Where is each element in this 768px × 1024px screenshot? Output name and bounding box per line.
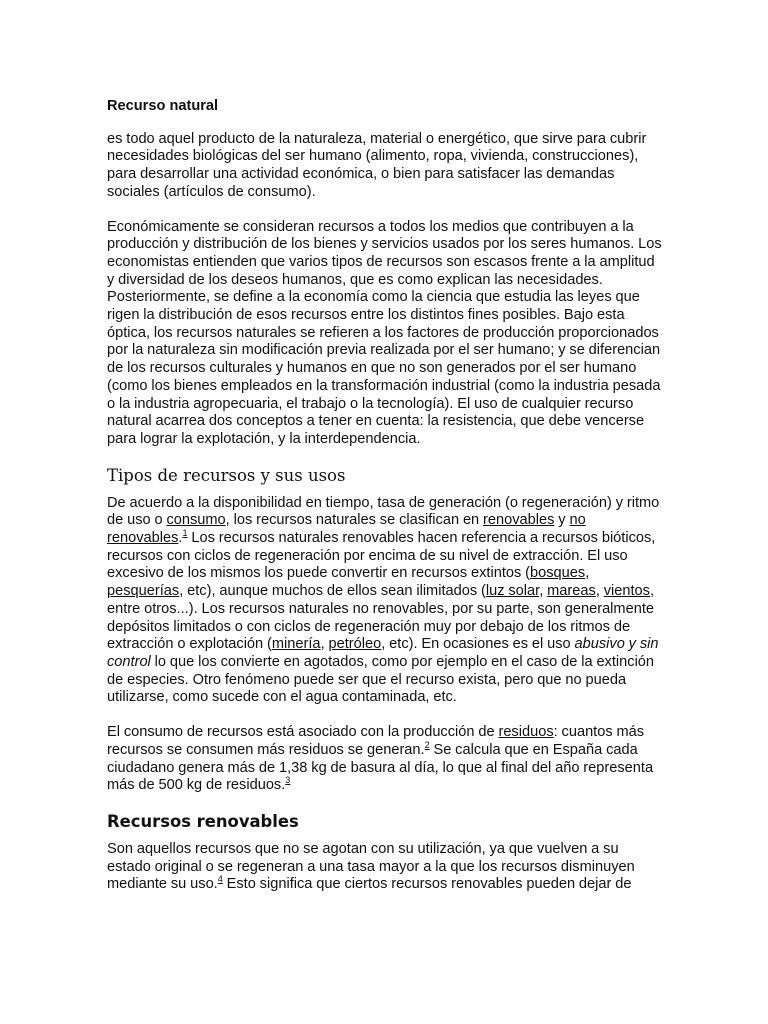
text-run: Son aquellos recursos que no se agotan con su utilización, ya que vuelven a su estado original o se regeneran a una tasa mayor a la que los recursos disminuyen mediante su uso.: [107, 840, 635, 893]
document-page: [107, 98, 663, 911]
link-pesquerias[interactable]: pesquerías: [107, 583, 180, 600]
reference-4[interactable]: 4: [217, 874, 223, 885]
section-heading-renovables: Recursos renovables: [107, 811, 299, 831]
text-run: , entre otros...). Los recursos naturales no renovables, por su parte, son generalmente depósitos limitados o con ciclos de regeneración muy por debajo de los ritmos de extracción o explotación (: [107, 583, 655, 653]
text-run: ,: [595, 583, 604, 600]
link-mareas[interactable]: mareas: [547, 583, 596, 600]
link-no-renovables[interactable]: no renovables: [107, 512, 586, 547]
text-run: Esto significa que ciertos recursos renovables pueden dejar de: [222, 876, 632, 893]
link-vientos[interactable]: vientos: [603, 583, 650, 600]
link-residuos[interactable]: residuos: [498, 724, 554, 741]
link-bosques[interactable]: bosques: [530, 565, 586, 582]
text-run: Se calcula que en España cada ciudadano genera más de 1,38 kg de basura al día, lo que al final del año representa más de 500 kg de residuos.: [107, 741, 654, 794]
text-run: y: [554, 512, 570, 529]
reference-3[interactable]: 3: [285, 775, 291, 786]
emphasis-text: abusivo y sin control: [107, 636, 659, 670]
text-run: ,: [585, 565, 590, 582]
reference-2[interactable]: 2: [424, 739, 430, 750]
text-run: , etc), aunque muchos de ellos sean ilimitados (: [179, 583, 486, 600]
section-heading-tipos: Tipos de recursos y sus usos: [107, 465, 346, 485]
text-run: Los recursos naturales renovables hacen referencia a recursos bióticos, recursos con ciclos de regeneración por encima de su nivel de extracción. El uso excesivo de los mismos los puede convertir en recursos extintos (: [107, 530, 656, 582]
link-renovables[interactable]: renovables: [483, 512, 555, 529]
link-luz-solar[interactable]: luz solar: [485, 583, 540, 600]
reference-1[interactable]: 1: [182, 528, 188, 539]
economics-paragraph: Económicamente se consideran recursos a todos los medios que contribuyen a la producción y distribución de los bienes y servicios usados por los seres humanos. Los economistas entienden que varios tipos de recursos son escasos frente a la amplitud y diversidad de los deseos humanos, que es como explican las necesidades. Posteriormente, se define a la economía como la ciencia que estudia las leyes que rigen la distribución de esos recursos entre los distintos fines posibles. Bajo esta óptica, los recursos naturales se refieren a los factores de producción proporcionados por la naturaleza sin modificación previa realizada por el ser humano; y se diferencian de los recursos culturales y humanos en que no son generados por el ser humano (como los bienes empleados en la transformación industrial (como la industria pesada o la industria agropecuaria, el trabajo o la tecnología). El uso de cualquier recurso natural acarrea dos conceptos a tener en cuenta: la resistencia, que debe vencerse para lograr la explotación, y la interdependencia.: [107, 218, 662, 447]
text-run: : cuantos más recursos se consumen más residuos se generan.: [107, 724, 645, 758]
document-title: Recurso natural: [107, 98, 219, 114]
residuos-paragraph: [107, 724, 663, 795]
text-run: ,: [539, 583, 548, 600]
text-run: , los recursos naturales se clasifican en: [225, 512, 484, 529]
link-petroleo[interactable]: petróleo: [328, 636, 382, 653]
intro-paragraph: es todo aquel producto de la naturaleza, material o energético, que sirve para cubrir necesidades biológicas del ser humano (alimento, ropa, vivienda, construcciones), para desarrollar una actividad económica, o bien para satisfacer las demandas sociales (artículos de consumo).: [107, 130, 647, 200]
text-run: , etc). En ocasiones es el uso: [381, 636, 575, 653]
link-mineria[interactable]: minería: [271, 636, 321, 653]
renovables-paragraph: [107, 841, 663, 894]
text-run: ,: [320, 636, 329, 653]
text-run: De acuerdo a la disponibilidad en tiempo, tasa de generación (o regeneración) y ritmo de uso o: [107, 494, 660, 529]
link-consumo[interactable]: consumo: [166, 512, 226, 529]
text-run: lo que los convierte en agotados, como por ejemplo en el caso de la extinción de especies. Otro fenómeno puede ser que el recurso exista, pero que no pueda utilizarse, como sucede con el agua contaminada, etc.: [107, 653, 655, 706]
tipos-paragraph: [107, 495, 663, 707]
text-run: .: [178, 530, 183, 547]
text-run: El consumo de recursos está asociado con la producción de: [107, 724, 499, 741]
